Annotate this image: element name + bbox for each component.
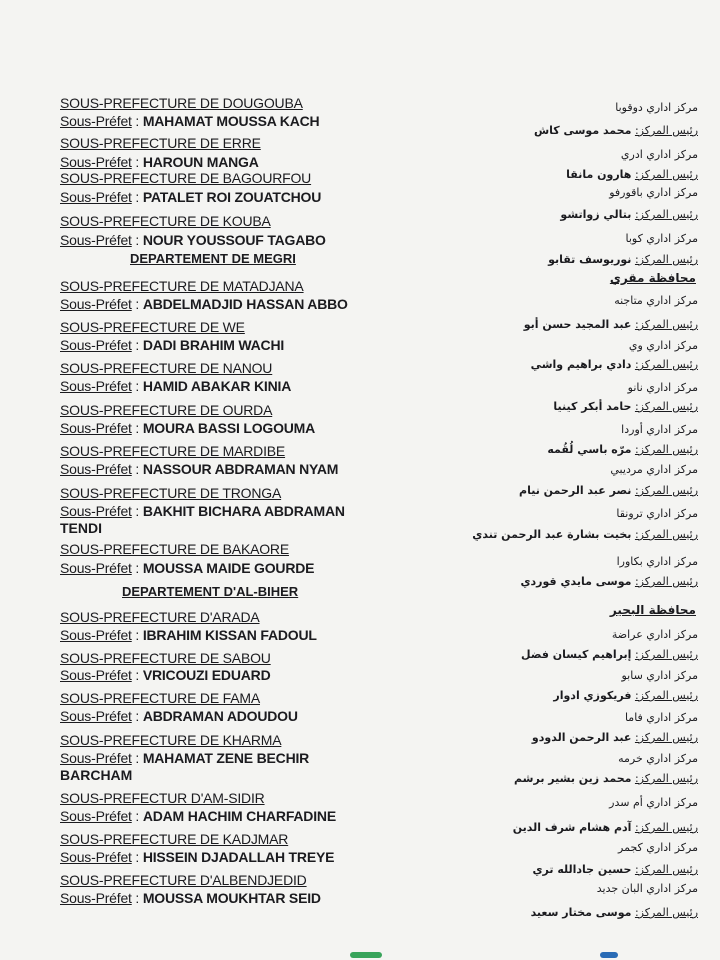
prefecture-title-fr: SOUS-PREFECTURE DE KADJMAR	[60, 831, 289, 847]
department-title-ar: محافظة مقري	[609, 271, 696, 285]
prefecture-title-ar: مركز اداري متاجنه	[614, 294, 698, 307]
prefecture-title-ar: مركز اداري أوردا	[621, 423, 698, 436]
prefect-line-fr	[60, 296, 348, 312]
prefecture-title-fr: SOUS-PREFECTURE DE BAKAORE	[60, 541, 289, 557]
prefect-name-fr: HAROUN MANGA	[142, 154, 259, 170]
prefect-name-ar: آدم هشام شرف الدين	[512, 821, 632, 834]
prefecture-title-ar: مركز اداري كوبا	[625, 232, 698, 245]
colon-separator: :	[131, 667, 143, 683]
prefect-label-ar: رئيس المركز:	[634, 528, 698, 541]
prefecture-title-ar: مركز اداري سابو	[621, 669, 698, 682]
prefect-label-fr: Sous-Préfet	[60, 296, 132, 312]
prefect-name-fr: MOUSSA MAIDE GOURDE	[142, 560, 315, 576]
prefect-line-ar	[524, 318, 698, 331]
prefect-line-ar	[553, 689, 698, 702]
prefect-label-fr: Sous-Préfet	[60, 667, 132, 683]
prefect-label-ar: رئيس المركز:	[634, 863, 698, 876]
prefect-label-ar: رئيس المركز:	[634, 484, 698, 497]
prefect-label-fr: Sous-Préfet	[60, 337, 132, 353]
prefecture-title-fr: SOUS-PREFECTURE DE MARDIBE	[60, 443, 286, 459]
prefecture-title-fr: SOUS-PREFECTURE DE SABOU	[60, 650, 271, 666]
prefect-label-ar: رئيس المركز:	[634, 689, 698, 702]
prefect-label-ar: رئيس المركز:	[634, 731, 698, 744]
prefect-label-fr: Sous-Préfet	[60, 849, 132, 865]
prefecture-title-fr: SOUS-PREFECTURE DE BAGOURFOU	[60, 170, 312, 186]
prefect-line-fr	[60, 667, 270, 683]
prefect-name-ar: هارون مانقا	[566, 168, 632, 181]
prefect-name-ar: حامد أبكر كينيا	[553, 400, 632, 413]
prefecture-title-fr: SOUS-PREFECTURE DE ERRE	[60, 135, 261, 151]
colon-separator: :	[131, 296, 143, 312]
prefect-name-ar: موسى مختار سعيد	[530, 906, 632, 919]
prefect-name-fr: HISSEIN DJADALLAH TREYE	[142, 849, 335, 865]
prefecture-title-ar: مركز اداري ادري	[620, 148, 698, 161]
prefect-line-fr	[60, 113, 319, 129]
prefect-line-ar	[532, 731, 698, 744]
prefect-label-ar: رئيس المركز:	[634, 253, 698, 266]
colon-separator: :	[131, 503, 143, 519]
prefecture-title-fr: SOUS-PREFECTURE D'ARADA	[60, 609, 260, 625]
prefecture-title-ar: مركز اداري خرمه	[618, 752, 698, 765]
prefect-line-fr	[60, 849, 334, 865]
prefect-line-fr	[60, 154, 259, 170]
prefect-label-ar: رئيس المركز:	[634, 358, 698, 371]
prefect-name-fr: ADAM HACHIM CHARFADINE	[142, 808, 336, 824]
colon-separator: :	[131, 708, 143, 724]
prefect-name-fr: ABDRAMAN ADOUDOU	[142, 708, 298, 724]
prefect-label-fr: Sous-Préfet	[60, 750, 132, 766]
prefect-name-fr: NOUR YOUSSOUF TAGABO	[142, 232, 326, 248]
prefect-name-ar: مرّه باسي لُقُمه	[547, 443, 632, 456]
prefect-name-ar: موسى مايدي قوردي	[520, 575, 632, 588]
colon-separator: :	[131, 890, 143, 906]
prefect-line-fr	[60, 337, 284, 353]
prefect-name-ar: نصر عبد الرحمن نيام	[519, 484, 632, 497]
prefect-name-fr: PATALET ROI ZOUATCHOU	[142, 189, 322, 205]
prefect-name-ar: إبراهيم كيسان فضل	[521, 648, 632, 661]
prefect-label-ar: رئيس المركز:	[634, 400, 698, 413]
prefect-name-continuation-fr: TENDI	[60, 520, 102, 536]
prefecture-title-fr: SOUS-PREFECTURE DE MATADJANA	[60, 278, 304, 294]
department-title-ar: محافظة البحير	[609, 603, 696, 617]
prefect-name-ar: عبد المجيد حسن أبو	[523, 318, 632, 331]
colon-separator: :	[131, 420, 143, 436]
prefecture-title-fr: SOUS-PREFECTURE DE NANOU	[60, 360, 273, 376]
colon-separator: :	[131, 461, 143, 477]
prefect-name-continuation-fr: BARCHAM	[60, 767, 133, 783]
prefect-name-fr: MAHAMAT ZENE BECHIR	[142, 750, 310, 766]
prefecture-title-fr: SOUS-PREFECTURE DE OURDA	[60, 402, 273, 418]
prefecture-title-fr: SOUS-PREFECTURE DE WE	[60, 319, 245, 335]
green-logo-mark	[350, 952, 382, 958]
prefecture-title-ar: مركز اداري مرديبي	[610, 463, 698, 476]
prefect-line-ar	[519, 484, 698, 497]
department-title-fr: DEPARTEMENT D'AL-BIHER	[122, 584, 299, 599]
prefect-label-fr: Sous-Préfet	[60, 627, 132, 643]
prefect-line-fr	[60, 461, 338, 477]
prefecture-title-fr: SOUS-PREFECTURE DE KHARMA	[60, 732, 282, 748]
prefect-label-fr: Sous-Préfet	[60, 154, 132, 170]
prefect-name-ar: بخيت بشارة عبد الرحمن تندي	[472, 528, 632, 541]
prefecture-title-ar: مركز اداري باقورفو	[609, 186, 698, 199]
prefecture-title-ar: مركز اداري عراضة	[611, 628, 698, 641]
prefect-label-fr: Sous-Préfet	[60, 560, 132, 576]
prefect-line-ar	[547, 443, 698, 456]
prefect-label-fr: Sous-Préfet	[60, 420, 132, 436]
prefecture-title-fr: SOUS-PREFECTURE DE DOUGOUBA	[60, 95, 303, 111]
prefect-line-fr	[60, 808, 336, 824]
prefect-name-fr: VRICOUZI EDUARD	[142, 667, 271, 683]
prefect-label-ar: رئيس المركز:	[634, 772, 698, 785]
prefect-line-ar	[531, 906, 698, 919]
prefecture-title-ar: مركز اداري بكاورا	[616, 555, 698, 568]
prefecture-title-ar: مركز اداري ترونقا	[616, 507, 698, 520]
prefect-name-fr: MOURA BASSI LOGOUMA	[142, 420, 316, 436]
prefect-name-ar: حسين جادالله تري	[532, 863, 632, 876]
prefect-line-fr	[60, 232, 326, 248]
colon-separator: :	[131, 113, 143, 129]
prefect-label-fr: Sous-Préfet	[60, 503, 132, 519]
prefect-line-ar	[534, 124, 698, 137]
prefect-label-ar: رئيس المركز:	[634, 124, 698, 137]
prefect-label-ar: رئيس المركز:	[634, 648, 698, 661]
colon-separator: :	[131, 189, 143, 205]
prefect-name-fr: MAHAMAT MOUSSA KACH	[142, 113, 320, 129]
prefecture-title-ar: مركز اداري أم سدر	[609, 796, 698, 809]
prefecture-title-fr: SOUS-PREFECTURE DE FAMA	[60, 690, 260, 706]
prefect-name-ar: دادي براهيم واشي	[530, 358, 632, 371]
prefect-line-ar	[514, 772, 698, 785]
prefect-label-fr: Sous-Préfet	[60, 890, 132, 906]
prefect-name-ar: محمد موسى كاش	[533, 124, 632, 137]
prefect-line-ar	[521, 648, 698, 661]
prefecture-title-fr: SOUS-PREFECTURE DE KOUBA	[60, 213, 271, 229]
colon-separator: :	[131, 337, 143, 353]
prefect-name-fr: NASSOUR ABDRAMAN NYAM	[142, 461, 339, 477]
prefect-line-ar	[531, 358, 698, 371]
prefect-line-fr	[60, 627, 317, 643]
prefect-name-fr: HAMID ABAKAR KINIA	[142, 378, 292, 394]
prefecture-title-ar: مركز اداري كجمر	[618, 841, 698, 854]
prefect-name-fr: IBRAHIM KISSAN FADOUL	[142, 627, 317, 643]
prefect-label-fr: Sous-Préfet	[60, 461, 132, 477]
colon-separator: :	[131, 378, 143, 394]
department-title-fr: DEPARTEMENT DE MEGRI	[130, 251, 296, 266]
blue-logo-mark	[600, 952, 618, 958]
prefect-label-ar: رئيس المركز:	[634, 821, 698, 834]
prefecture-title-ar: مركز اداري دوقوبا	[615, 101, 698, 114]
prefect-name-fr: DADI BRAHIM WACHI	[142, 337, 285, 353]
prefect-line-ar	[548, 253, 698, 266]
prefect-line-ar	[472, 528, 698, 541]
prefect-name-ar: عبد الرحمن الدودو	[531, 731, 632, 744]
prefect-label-fr: Sous-Préfet	[60, 808, 132, 824]
prefect-line-fr	[60, 503, 345, 519]
prefect-line-fr	[60, 750, 309, 766]
prefect-label-fr: Sous-Préfet	[60, 113, 132, 129]
prefect-line-ar	[520, 575, 698, 588]
prefect-label-ar: رئيس المركز:	[634, 906, 698, 919]
prefect-name-ar: بتالي زواتشو	[560, 208, 632, 221]
prefect-name-ar: فريكوزي ادوار	[553, 689, 632, 702]
prefect-label-ar: رئيس المركز:	[634, 443, 698, 456]
prefecture-title-ar: مركز اداري فاما	[624, 711, 698, 724]
colon-separator: :	[131, 560, 143, 576]
prefect-label-fr: Sous-Préfet	[60, 189, 132, 205]
prefect-name-fr: BAKHIT BICHARA ABDRAMAN	[142, 503, 345, 519]
prefect-line-fr	[60, 560, 314, 576]
prefect-label-fr: Sous-Préfet	[60, 708, 132, 724]
prefect-label-ar: رئيس المركز:	[634, 208, 698, 221]
prefecture-title-ar: مركز اداري نانو	[627, 381, 698, 394]
prefect-line-fr	[60, 189, 321, 205]
prefect-name-fr: ABDELMADJID HASSAN ABBO	[142, 296, 348, 312]
prefect-line-ar	[560, 208, 698, 221]
prefecture-title-fr: SOUS-PREFECTURE DE TRONGA	[60, 485, 282, 501]
colon-separator: :	[131, 808, 143, 824]
prefect-name-fr: MOUSSA MOUKHTAR SEID	[142, 890, 321, 906]
colon-separator: :	[131, 849, 143, 865]
prefect-line-fr	[60, 420, 315, 436]
prefect-label-fr: Sous-Préfet	[60, 232, 132, 248]
prefect-line-ar	[566, 168, 698, 181]
prefect-label-ar: رئيس المركز:	[634, 168, 698, 181]
prefect-line-fr	[60, 378, 291, 394]
prefect-label-ar: رئيس المركز:	[634, 318, 698, 331]
prefect-line-fr	[60, 890, 321, 906]
colon-separator: :	[131, 154, 143, 170]
colon-separator: :	[131, 232, 143, 248]
prefecture-title-fr: SOUS-PREFECTUR D'AM-SIDIR	[60, 790, 265, 806]
prefect-name-ar: نوريوسف تقابو	[548, 253, 632, 266]
colon-separator: :	[131, 627, 143, 643]
prefect-label-fr: Sous-Préfet	[60, 378, 132, 394]
prefect-line-ar	[532, 863, 698, 876]
prefect-line-fr	[60, 708, 298, 724]
prefecture-title-fr: SOUS-PREFECTURE D'ALBENDJEDID	[60, 872, 307, 888]
prefecture-title-ar: مركز اداري البان جديد	[596, 882, 698, 895]
prefect-name-ar: محمد زين بشير برشم	[514, 772, 632, 785]
prefect-label-ar: رئيس المركز:	[634, 575, 698, 588]
colon-separator: :	[131, 750, 143, 766]
prefecture-title-ar: مركز اداري وي	[628, 339, 698, 352]
prefect-line-ar	[513, 821, 698, 834]
prefect-line-ar	[553, 400, 698, 413]
